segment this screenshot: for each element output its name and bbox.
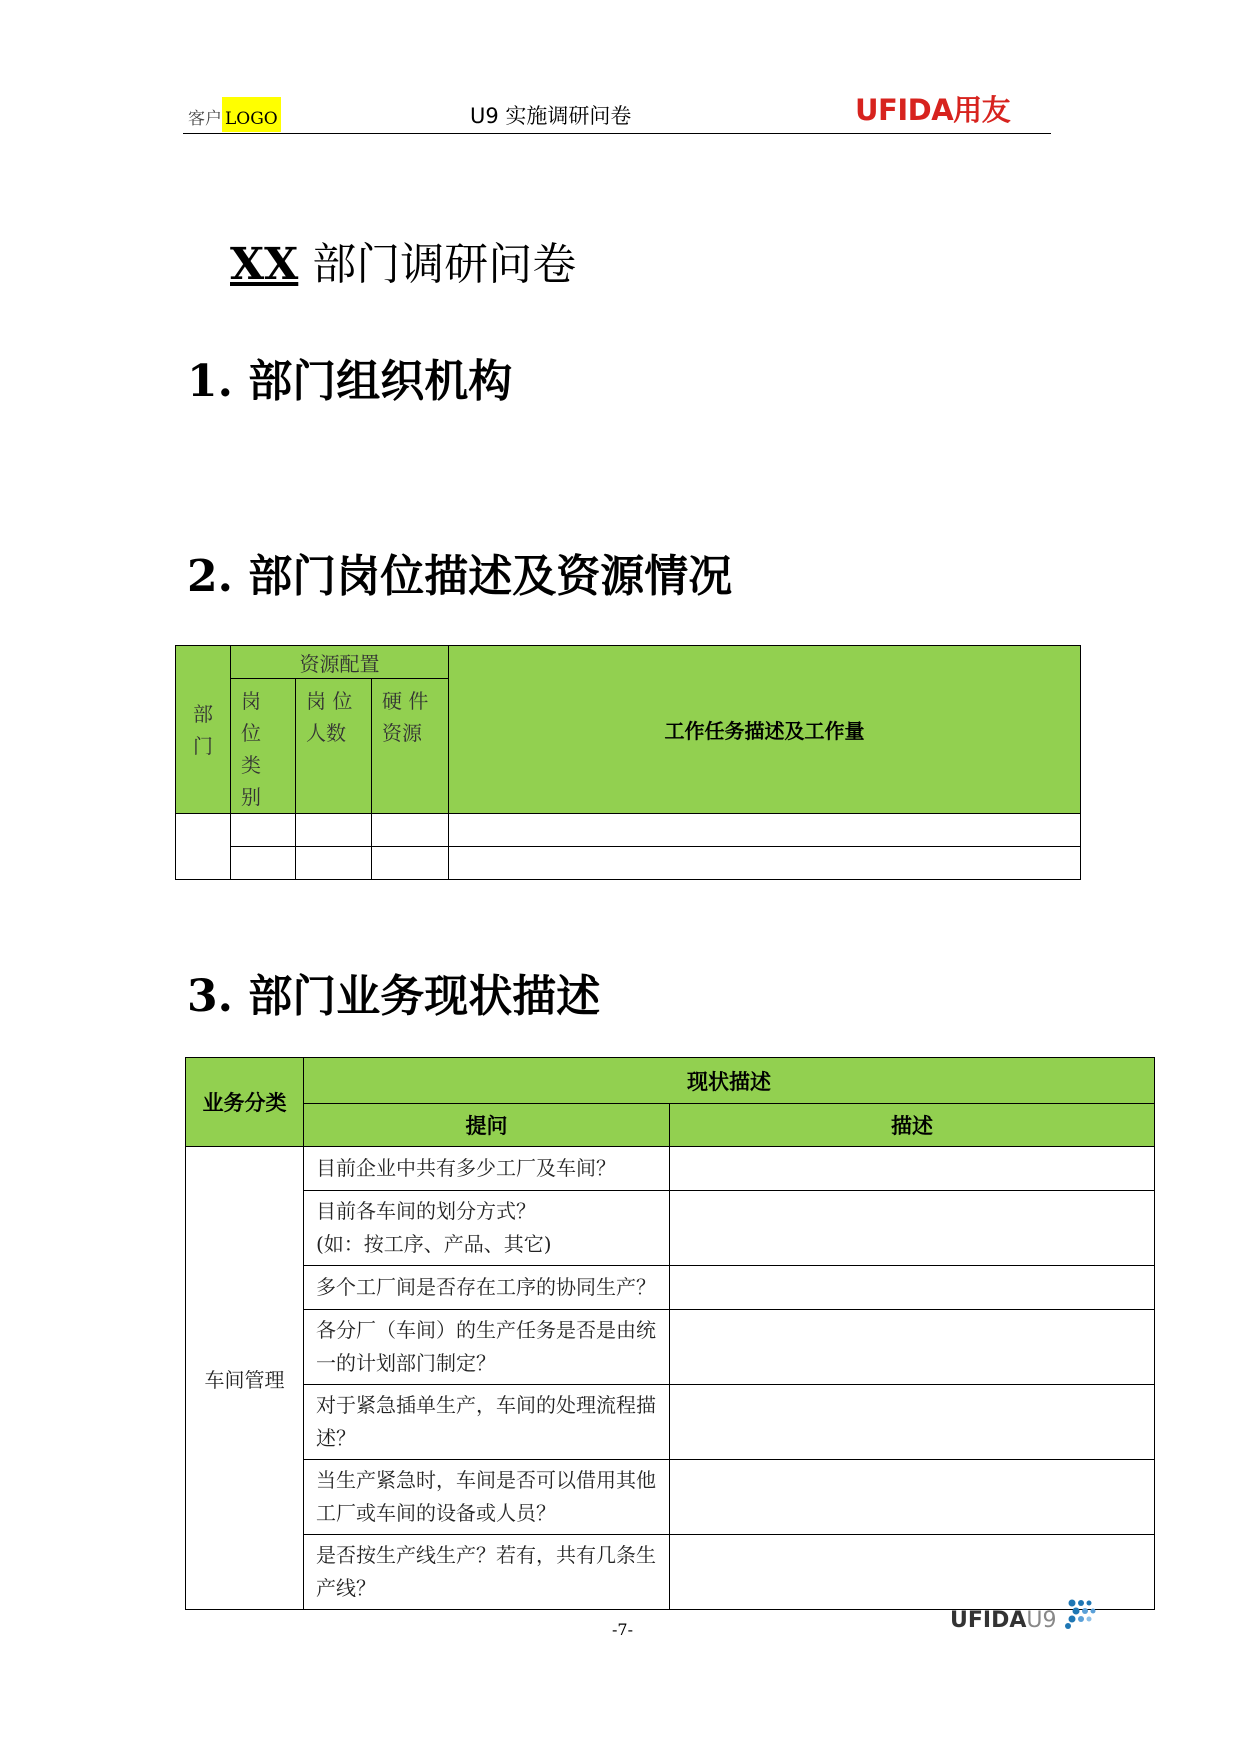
header-title: U9 实施调研问卷 <box>470 104 632 128</box>
table-row <box>186 1460 1155 1535</box>
description-cell[interactable] <box>670 1385 1155 1460</box>
table-cell[interactable] <box>296 847 372 880</box>
post-count-header: 岗 位 人数 <box>296 679 372 814</box>
category-header: 业务分类 <box>186 1058 304 1147</box>
hardware-header: 硬 件 资源 <box>372 679 449 814</box>
client-logo-box: LOGO <box>222 97 281 132</box>
header-rule <box>183 133 1051 134</box>
table-cell[interactable] <box>231 847 296 880</box>
dots-logo-icon <box>1062 1597 1102 1631</box>
question-cell: 当生产紧急时，车间是否可以借用其他 工厂或车间的设备或人员？ <box>304 1460 670 1535</box>
table-cell[interactable] <box>372 847 449 880</box>
description-header: 描述 <box>670 1104 1155 1147</box>
question-cell: 各分厂（车间）的生产任务是否是由统 一的计划部门制定？ <box>304 1310 670 1385</box>
description-cell[interactable] <box>670 1147 1155 1191</box>
table-cell[interactable] <box>449 847 1081 880</box>
table-cell[interactable] <box>372 814 449 847</box>
table-row <box>186 1310 1155 1385</box>
table-row <box>186 1191 1155 1266</box>
section-heading-2: 2. 部门岗位描述及资源情况 <box>187 551 733 602</box>
post-type-header: 岗 位 类 别 <box>231 679 296 814</box>
ufida-logo: UFIDA用友 <box>855 93 1011 127</box>
footer-brand-text: UFIDA <box>950 1608 1027 1633</box>
client-label: 客户 <box>188 109 222 129</box>
question-cell: 对于紧急插单生产，车间的处理流程描 述？ <box>304 1385 670 1460</box>
section-heading-1: 1. 部门组织机构 <box>187 356 513 407</box>
page-number: -7- <box>612 1620 633 1639</box>
section-heading-3: 3. 部门业务现状描述 <box>187 971 601 1022</box>
business-status-table <box>185 1057 1155 1610</box>
description-cell[interactable] <box>670 1266 1155 1310</box>
task-header: 工作任务描述及工作量 <box>449 646 1081 814</box>
footer-product-text: U9 <box>1026 1608 1057 1633</box>
status-header: 现状描述 <box>304 1058 1155 1104</box>
post-resource-table <box>175 645 1081 880</box>
category-cell: 车间管理 <box>186 1147 304 1610</box>
table-row <box>186 1266 1155 1310</box>
table-cell[interactable] <box>449 814 1081 847</box>
table-cell[interactable] <box>296 814 372 847</box>
document-title-text: 部门调研问卷 <box>298 239 577 290</box>
table-row <box>186 1535 1155 1610</box>
question-header: 提问 <box>304 1104 670 1147</box>
table-row <box>186 1385 1155 1460</box>
table-cell[interactable] <box>231 814 296 847</box>
description-cell[interactable] <box>670 1460 1155 1535</box>
footer-logo <box>950 1608 1056 1633</box>
document-title <box>230 228 576 292</box>
question-cell: 目前企业中共有多少工厂及车间？ <box>304 1147 670 1191</box>
document-title-prefix: XX <box>230 239 299 290</box>
dept-header: 部 门 <box>176 646 231 814</box>
question-cell: 多个工厂间是否存在工序的协同生产？ <box>304 1266 670 1310</box>
question-cell: 目前各车间的划分方式？ (如：按工序、产品、其它) <box>304 1191 670 1266</box>
description-cell[interactable] <box>670 1191 1155 1266</box>
client-logo-placeholder <box>188 104 281 129</box>
question-cell: 是否按生产线生产？若有，共有几条生 产线？ <box>304 1535 670 1610</box>
table-cell[interactable] <box>176 814 231 880</box>
resource-config-header: 资源配置 <box>231 646 449 679</box>
description-cell[interactable] <box>670 1310 1155 1385</box>
table-row <box>186 1147 1155 1191</box>
